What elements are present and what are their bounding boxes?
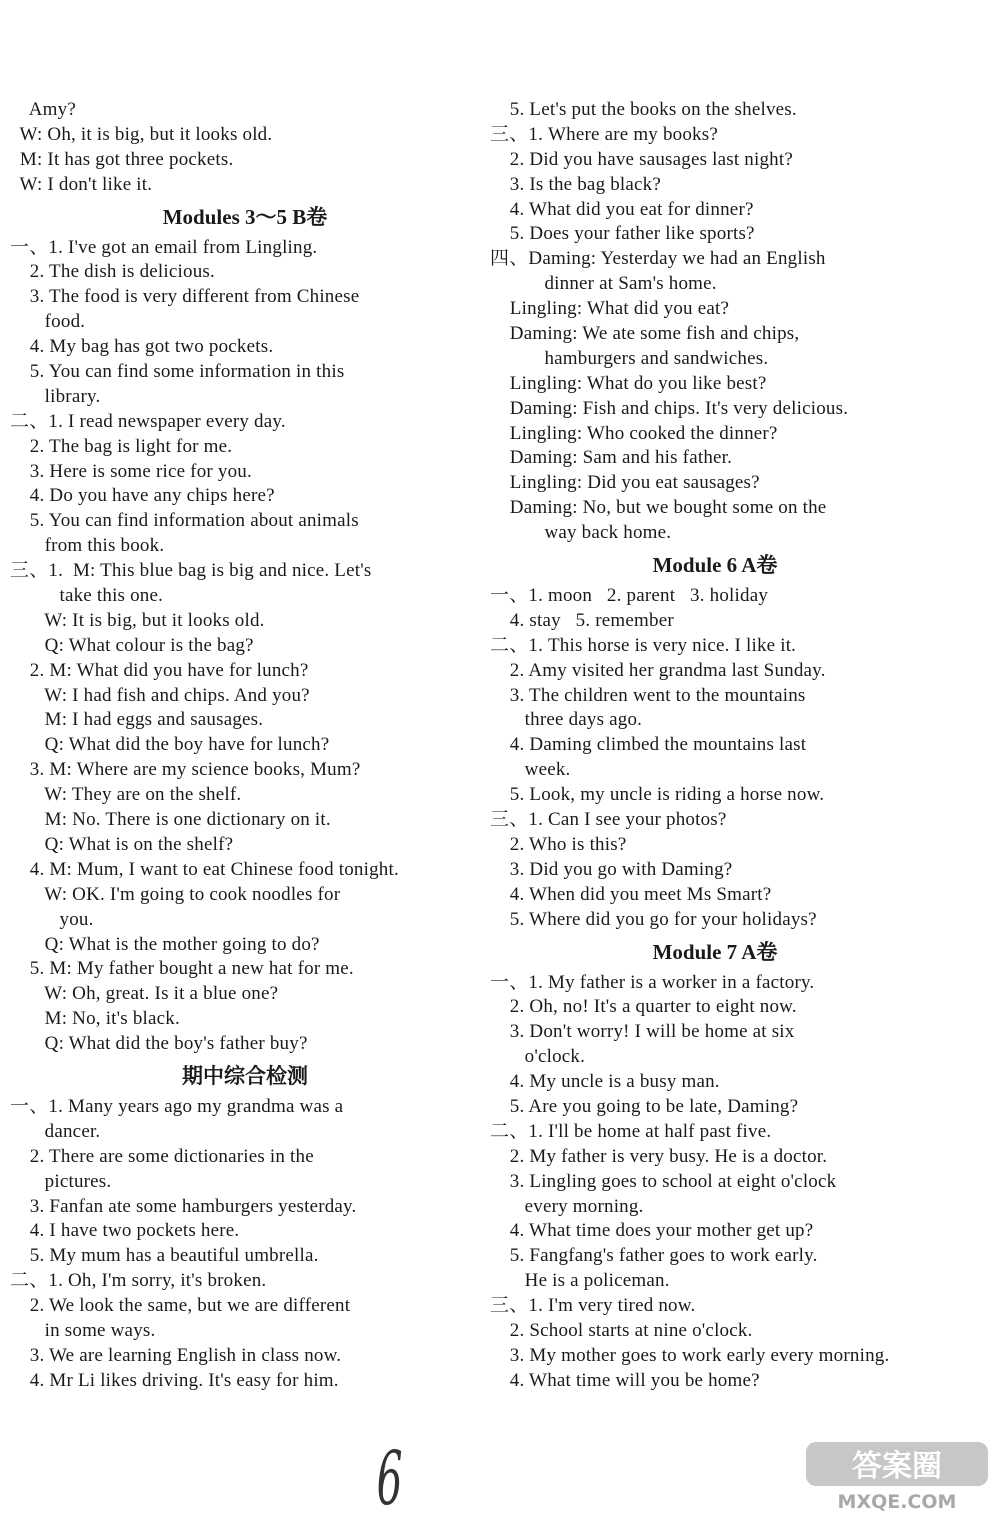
answer-line: every morning. — [490, 1195, 644, 1217]
answer-line: Q: What is on the shelf? — [10, 833, 234, 855]
right-block-1 — [490, 98, 940, 546]
answer-line: 4. When did you meet Ms Smart? — [490, 883, 772, 905]
answer-line: 三、1. Can I see your photos? — [490, 809, 727, 831]
right-heading-module-6: Module 6 A卷 — [652, 553, 778, 578]
answer-line: 4. I have two pockets here. — [10, 1220, 240, 1242]
answer-line: 4. What time will you be home? — [490, 1369, 760, 1391]
answer-line: Q: What did the boy have for lunch? — [10, 734, 330, 756]
answer-line: 4. stay 5. remember — [490, 609, 674, 631]
answer-line: W: OK. I'm going to cook noodles for — [10, 883, 341, 905]
answer-line: 3. We are learning English in class now. — [10, 1344, 342, 1366]
answer-line: week. — [490, 759, 571, 781]
answer-line: 一、1. I've got an email from Lingling. — [10, 236, 318, 258]
answer-line: 四、Daming: Yesterday we had an English — [490, 248, 826, 270]
left-heading-midterm: 期中综合检测 — [182, 1063, 308, 1088]
answer-line: W: They are on the shelf. — [10, 784, 242, 806]
answer-line: 5. Where did you go for your holidays? — [490, 908, 817, 930]
answer-line: 3. The children went to the mountains — [490, 684, 806, 706]
answer-line: Amy? — [10, 99, 76, 120]
answer-line: 3. The food is very different from Chinese — [10, 286, 360, 308]
left-column — [10, 98, 480, 1394]
watermark-logo-text: 答案圈 — [852, 1449, 942, 1484]
answer-line: Q: What colour is the bag? — [10, 634, 254, 656]
left-block-1 — [10, 98, 480, 198]
left-heading-modules-3-5: Modules 3～5 B卷 — [162, 204, 328, 229]
answer-line: you. — [10, 908, 94, 930]
answer-line: 一、1. moon 2. parent 3. holiday — [490, 585, 769, 607]
answer-line: 4. Do you have any chips here? — [10, 485, 275, 507]
answer-line: 2. Oh, no! It's a quarter to eight now. — [490, 996, 797, 1018]
answer-line: 2. There are some dictionaries in the — [10, 1145, 314, 1167]
answer-line: 4. Daming climbed the mountains last — [490, 734, 807, 756]
answer-line: Daming: We ate some fish and chips, — [490, 323, 800, 345]
answer-line: 4. What did you eat for dinner? — [490, 198, 754, 220]
answer-line: M: No. There is one dictionary on it. — [10, 809, 331, 831]
right-block-2 — [490, 584, 940, 932]
answer-line: Lingling: Who cooked the dinner? — [490, 422, 778, 444]
answer-line: pictures. — [10, 1170, 112, 1192]
answer-line: in some ways. — [10, 1319, 156, 1341]
answer-line: 5. You can find some information in this — [10, 361, 345, 383]
answer-line: W: I don't like it. — [10, 173, 153, 195]
answer-line: M: No, it's black. — [10, 1008, 180, 1030]
answer-line: way back home. — [490, 522, 672, 544]
answer-line: W: I had fish and chips. And you? — [10, 684, 310, 706]
answer-line: 3. Is the bag black? — [490, 173, 661, 195]
answer-line: W: Oh, great. Is it a blue one? — [10, 983, 279, 1005]
answer-line: 2. The bag is light for me. — [10, 435, 233, 457]
left-block-2 — [10, 236, 480, 1057]
watermark-logo — [802, 1436, 992, 1516]
answer-line: hamburgers and sandwiches. — [490, 347, 769, 369]
answer-line: 5. M: My father bought a new hat for me. — [10, 958, 354, 980]
answer-line: 3. Fanfan ate some hamburgers yesterday. — [10, 1195, 357, 1217]
answer-line: o'clock. — [490, 1046, 586, 1068]
answer-line: Lingling: What do you like best? — [490, 372, 767, 394]
answer-line: from this book. — [10, 535, 165, 557]
answer-line: take this one. — [10, 585, 164, 607]
answer-line: W: Oh, it is big, but it looks old. — [10, 123, 273, 145]
answer-line: Daming: Sam and his father. — [490, 447, 733, 469]
answer-line: 一、1. Many years ago my grandma was a — [10, 1095, 344, 1117]
answer-line: 5. My mum has a beautiful umbrella. — [10, 1245, 319, 1267]
answer-line: He is a policeman. — [490, 1270, 670, 1292]
answer-line: 4. My uncle is a busy man. — [490, 1071, 720, 1093]
answer-line: 三、1. M: This blue bag is big and nice. Let's — [10, 560, 372, 582]
answer-line: Q: What is the mother going to do? — [10, 933, 320, 955]
answer-line: 二、1. I'll be home at half past five. — [490, 1120, 772, 1142]
answer-line: library. — [10, 385, 101, 407]
answer-line: 二、1. Oh, I'm sorry, it's broken. — [10, 1270, 267, 1292]
answer-line: 4. What time does your mother get up? — [490, 1220, 814, 1242]
answer-line: 4. M: Mum, I want to eat Chinese food tonight. — [10, 858, 399, 880]
answer-line: 三、1. I'm very tired now. — [490, 1295, 696, 1317]
answer-line: M: I had eggs and sausages. — [10, 709, 264, 731]
right-block-3 — [490, 971, 940, 1394]
answer-line: Lingling: What did you eat? — [490, 298, 730, 320]
answer-line: 2. School starts at nine o'clock. — [490, 1319, 753, 1341]
answer-line: Q: What did the boy's father buy? — [10, 1033, 308, 1055]
answer-line: 3. Did you go with Daming? — [490, 858, 733, 880]
answer-line: M: It has got three pockets. — [10, 148, 234, 170]
watermark-logo-icon — [802, 1436, 992, 1516]
answer-line: dinner at Sam's home. — [490, 273, 717, 295]
answer-line: Lingling: Did you eat sausages? — [490, 472, 760, 494]
right-column — [490, 98, 940, 1394]
answer-line: 3. Here is some rice for you. — [10, 460, 252, 482]
answer-line: Daming: No, but we bought some on the — [490, 497, 827, 519]
answer-line: 3. Lingling goes to school at eight o'clock — [490, 1170, 837, 1192]
page-number: 6 — [376, 1436, 403, 1522]
answer-line: 5. Are you going to be late, Daming? — [490, 1095, 799, 1117]
answer-line: 5. You can find information about animals — [10, 510, 359, 532]
watermark-site-text: MXQE.COM — [837, 1491, 957, 1513]
answer-line: 2. M: What did you have for lunch? — [10, 659, 309, 681]
answer-line: 2. Amy visited her grandma last Sunday. — [490, 659, 826, 681]
answer-line: food. — [10, 311, 86, 333]
answer-line: 5. Fangfang's father goes to work early. — [490, 1245, 818, 1267]
answer-line: 3. My mother goes to work early every morning. — [490, 1344, 890, 1366]
answer-line: 三、1. Where are my books? — [490, 123, 718, 145]
answer-line: 4. My bag has got two pockets. — [10, 336, 274, 358]
answer-line: 二、1. This horse is very nice. I like it. — [490, 634, 797, 656]
answer-line: 5. Does your father like sports? — [490, 223, 755, 245]
right-heading-module-7: Module 7 A卷 — [652, 939, 778, 964]
answer-line: dancer. — [10, 1120, 101, 1142]
answer-line: 2. We look the same, but we are different — [10, 1295, 351, 1317]
answer-line: Daming: Fish and chips. It's very delicious. — [490, 397, 849, 419]
answer-line: 2. The dish is delicious. — [10, 261, 215, 283]
left-block-3 — [10, 1095, 480, 1394]
answer-line: W: It is big, but it looks old. — [10, 609, 265, 631]
answer-line: 3. M: Where are my science books, Mum? — [10, 759, 361, 781]
answer-line: 2. Who is this? — [490, 833, 627, 855]
answer-line: 2. My father is very busy. He is a doctor. — [490, 1145, 828, 1167]
answer-line: 3. Don't worry! I will be home at six — [490, 1021, 795, 1043]
answer-line: 5. Look, my uncle is riding a horse now. — [490, 784, 825, 806]
answer-line: 一、1. My father is a worker in a factory. — [490, 971, 815, 993]
answer-line: 5. Let's put the books on the shelves. — [490, 99, 797, 120]
answer-line: 2. Did you have sausages last night? — [490, 148, 793, 170]
answer-line: 二、1. I read newspaper every day. — [10, 410, 286, 432]
answer-line: 4. Mr Li likes driving. It's easy for him. — [10, 1369, 339, 1391]
answer-line: three days ago. — [490, 709, 643, 731]
